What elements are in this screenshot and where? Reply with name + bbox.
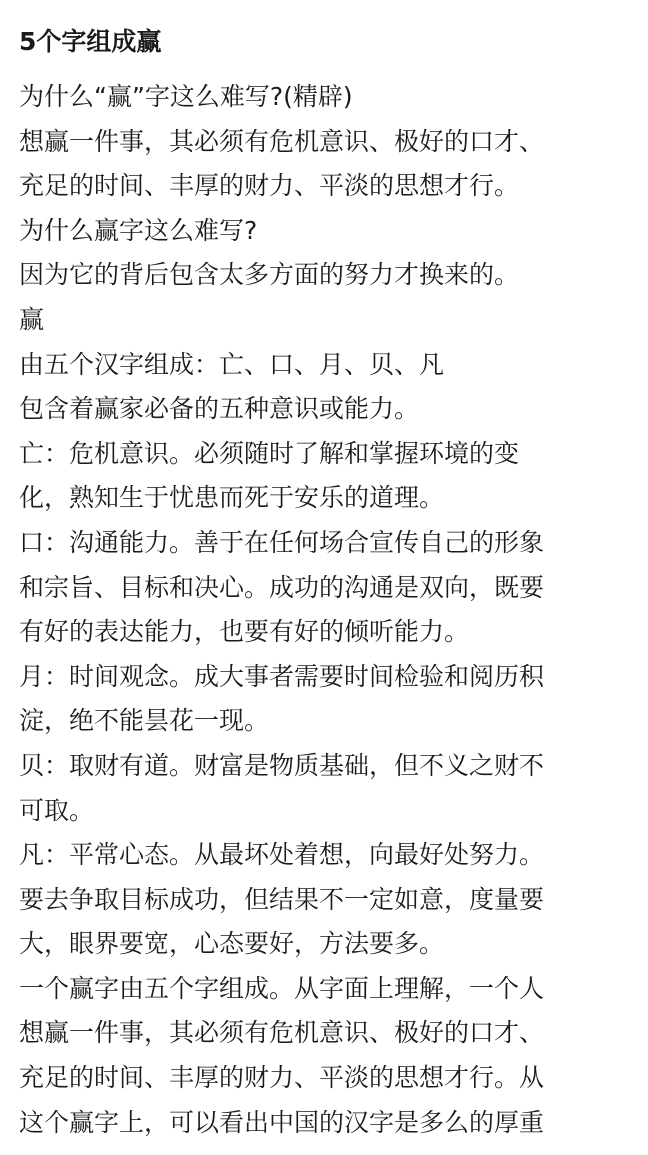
body-line: 包含着赢家必备的五种意识或能力。 [19,394,420,424]
body-line: 凡：平常心态。从最坏处着想，向最好处努力。 [19,840,545,870]
body-line: 亡：危机意识。必须随时了解和掌握环境的变 [19,438,520,468]
body-line: 口：沟通能力。善于在任何场合宣传自己的形象 [19,527,545,557]
body-line: 这个赢字上，可以看出中国的汉字是多么的厚重 [19,1107,545,1137]
body-line: 要去争取目标成功，但结果不一定如意，度量要 [19,884,545,914]
body-line: 因为它的背后包含太多方面的努力才换来的。 [19,260,520,290]
body-line: 为什么赢字这么难写? [19,215,258,245]
body-line: 化，熟知生于忧患而死于安乐的道理。 [19,483,445,513]
body-line: 可取。 [19,795,95,825]
article-body [19,75,639,1145]
body-line: 赢 [19,304,45,334]
body-line: 想赢一件事，其必须有危机意识、极好的口才、 [19,1018,545,1048]
body-line: 充足的时间、丰厚的财力、平淡的思想才行。从 [19,1063,545,1093]
body-line: 一个赢字由五个字组成。从字面上理解，一个人 [19,973,545,1003]
body-line: 有好的表达能力，也要有好的倾听能力。 [19,617,470,647]
article-title: 5个字组成赢 [19,27,162,56]
body-line: 由五个汉字组成：亡、口、月、贝、凡 [19,349,445,379]
body-line: 充足的时间、丰厚的财力、平淡的思想才行。 [19,171,520,201]
body-line: 月：时间观念。成大事者需要时间检验和阅历积 [19,661,545,691]
body-line: 淀，绝不能昙花一现。 [19,706,270,736]
body-line: 贝：取财有道。财富是物质基础，但不义之财不 [19,750,545,780]
body-line: 想赢一件事，其必须有危机意识、极好的口才、 [19,126,545,156]
body-line: 大，眼界要宽，心态要好，方法要多。 [19,929,445,959]
body-line: 为什么“赢”字这么难写?(精辟) [19,82,353,111]
body-line: 和宗旨、目标和决心。成功的沟通是双向，既要 [19,572,545,602]
